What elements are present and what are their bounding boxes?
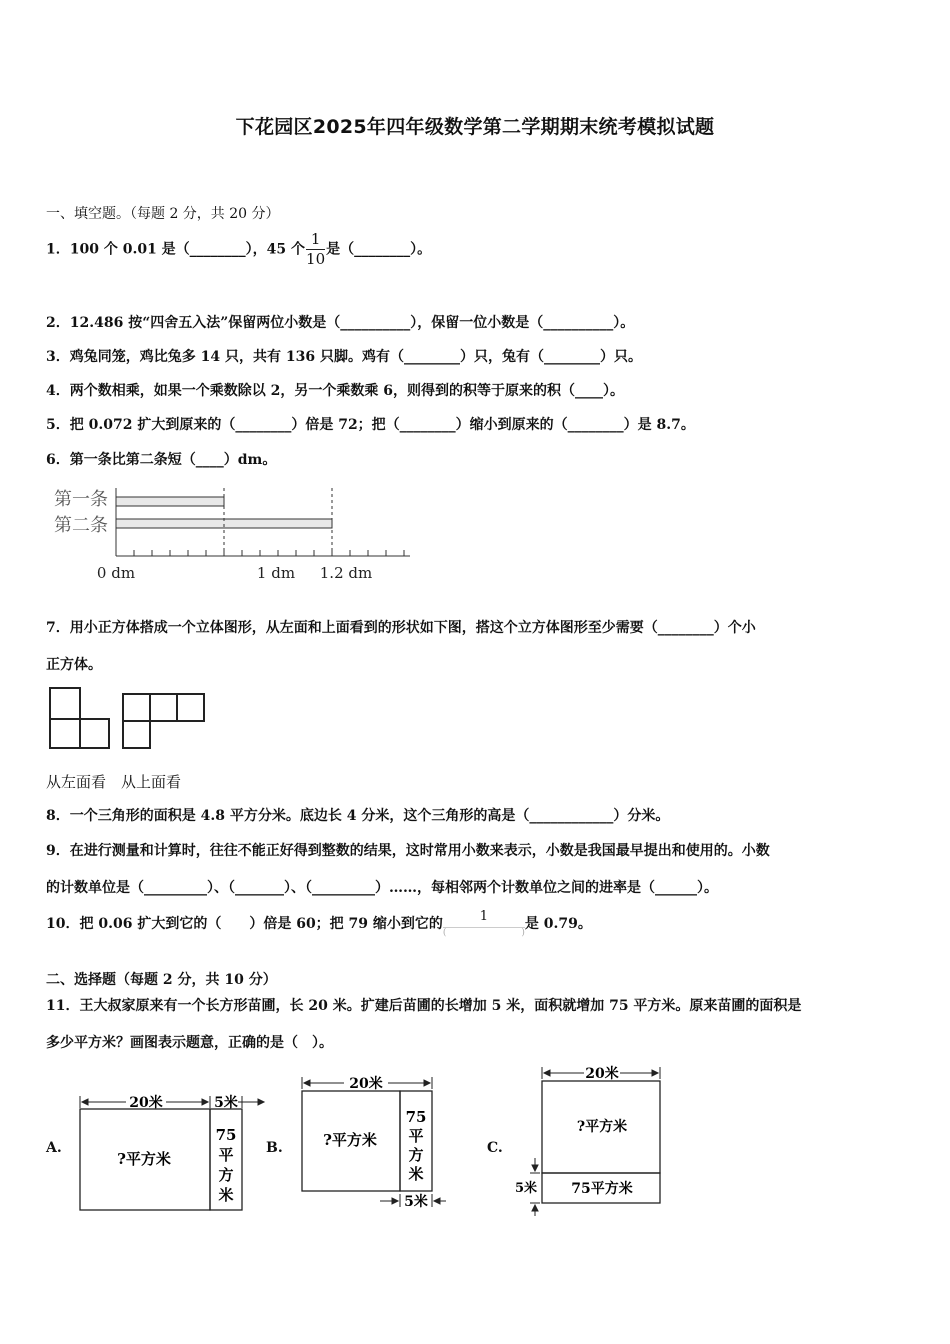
question-1-part-a: 1．100 个 0.01 是（________），45 个 (46, 241, 306, 258)
length-label: 20米 (349, 1076, 383, 1092)
ext-area-ping: 平 (218, 1146, 234, 1164)
question-11-line-2: 多少平方米？画图表示题意，正确的是（ ）。 (46, 1035, 333, 1051)
extension-label: 5米 (404, 1194, 428, 1210)
question-7-line-2: 正方体。 (46, 657, 102, 673)
question-7-line-1: 7．用小正方体搭成一个立体图形，从左面和上面看到的形状如下图，搭这个立方体图形至少需要（________）个小 (46, 620, 756, 636)
question-3: 3．鸡兔同笼，鸡比兔多 14 只，共有 136 只脚。鸡有（________）只，兔有（________）只。 (46, 349, 642, 365)
segment-length-diagram (46, 484, 426, 586)
option-a-diagram[interactable] (74, 1088, 274, 1218)
section-choice-heading: 二、选择题（每题 2 分，共 10 分） (46, 972, 277, 988)
ext-area-fang: 方 (408, 1146, 424, 1164)
section-fill-in-heading: 一、填空题。（每题 2 分，共 20 分） (46, 206, 280, 222)
question-9-line-1: 9．在进行测量和计算时，往往不能正好得到整数的结果，这时常用小数来表示，小数是我国最早提出和使用的。小数 (46, 843, 770, 859)
question-1 (46, 232, 431, 267)
tick-label-zero: 0 dm (96, 564, 136, 582)
fraction-blank (443, 910, 525, 938)
bar-first (116, 497, 224, 506)
tick-label-one-point-two: 1.2 dm (319, 564, 373, 582)
ext-area-ping: 平 (408, 1127, 424, 1145)
cube-views-diagram (46, 684, 211, 752)
area-unknown-label: ?平方米 (117, 1150, 171, 1168)
bar-label-second: 第二条 (54, 515, 108, 536)
area-unknown-label: ?平方米 (323, 1131, 377, 1149)
option-b-label[interactable]: B. (266, 1140, 283, 1156)
axis-ticks (134, 550, 404, 556)
ext-area-75: 75 (215, 1126, 237, 1144)
area-unknown-label: ?平方米 (576, 1119, 628, 1135)
option-b-diagram[interactable] (296, 1072, 456, 1212)
extension-label: 5米 (214, 1095, 238, 1111)
ext-area-mi: 米 (408, 1165, 424, 1183)
length-label: 20米 (129, 1095, 163, 1111)
left-view-shape (50, 688, 109, 748)
fraction-numerator: 1 (443, 910, 525, 928)
fraction-numerator: 1 (306, 232, 325, 250)
fraction-one-tenth (306, 232, 325, 267)
question-6: 6．第一条比第二条短（____）dm。 (46, 452, 277, 468)
question-5: 5．把 0.072 扩大到原来的（________）倍是 72；把（________）缩小到原来的（________）是 8.7。 (46, 417, 695, 433)
question-1-part-b: 是（________）。 (326, 241, 432, 258)
fraction-paren-right: ) (521, 928, 525, 938)
question-10-part-a: 10．把 0.06 扩大到它的（ ）倍是 60；把 79 缩小到它的 (46, 916, 443, 932)
option-a-label[interactable]: A. (46, 1140, 62, 1156)
cube-views-caption: 从左面看 从上面看 (46, 773, 182, 791)
question-4: 4．两个数相乘，如果一个乘数除以 2，另一个乘数乘 6，则得到的积等于原来的积（____）。 (46, 383, 624, 399)
fraction-denominator: 10 (306, 250, 326, 268)
question-2: 2．12.486 按“四舍五入法”保留两位小数是（__________），保留一位小数是（__________）。 (46, 315, 635, 331)
question-8: 8．一个三角形的面积是 4.8 平方分米。底边长 4 分米，这个三角形的高是（____________）分米。 (46, 808, 670, 824)
fraction-paren-left: ( (442, 928, 447, 938)
page-title: 下花园区2025年四年级数学第二学期期末统考模拟试题 (235, 116, 715, 138)
extension-label: 5米 (514, 1181, 538, 1196)
tick-label-one: 1 dm (256, 564, 296, 582)
question-10-part-b: 是 0.79。 (524, 916, 592, 932)
top-view-shape (123, 694, 204, 748)
option-c-diagram[interactable] (512, 1062, 672, 1222)
ext-area-fang: 方 (218, 1166, 234, 1184)
bar-label-first: 第一条 (54, 489, 108, 510)
ext-area-mi: 米 (218, 1186, 234, 1204)
fraction-denominator-blank (443, 928, 525, 938)
question-10 (46, 910, 592, 938)
length-label: 20米 (585, 1066, 619, 1082)
ext-area-75: 75 (405, 1108, 427, 1126)
option-c-label[interactable]: C. (487, 1140, 503, 1156)
question-9-line-2: 的计数单位是（_________）、（_______）、（_________）……，每相邻两个计数单位之间的进率是（______）。 (46, 880, 718, 896)
ext-area-label: 75平方米 (571, 1181, 633, 1197)
question-11-line-1: 11．王大叔家原来有一个长方形苗圃，长 20 米。扩建后苗圃的长增加 5 米，面积就增加 75 平方米。原来苗圃的面积是 (46, 998, 802, 1014)
